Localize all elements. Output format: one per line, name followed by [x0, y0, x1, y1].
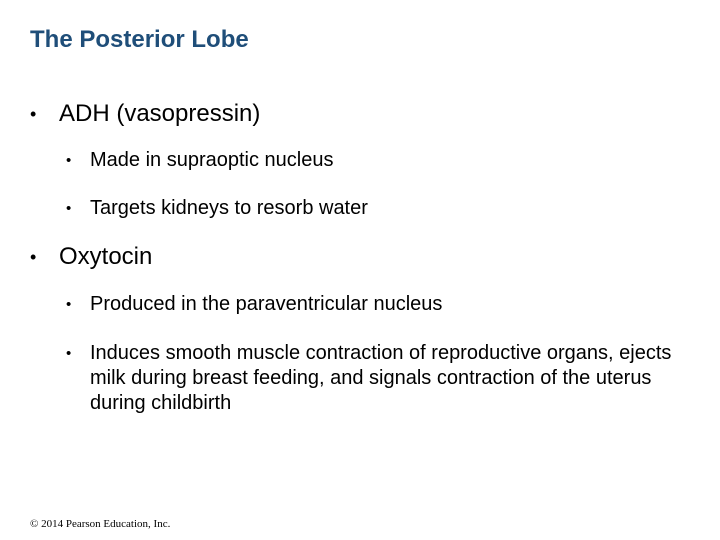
- sub-bullet-item: [66, 196, 676, 221]
- bullet-icon: •: [66, 152, 72, 169]
- sub-bullet-item: [66, 341, 676, 416]
- bullet-icon: •: [30, 247, 37, 267]
- sub-bullet-item: [66, 292, 676, 317]
- bullet-text: ADH (vasopressin): [59, 100, 261, 127]
- sub-bullet-text: Targets kidneys to resorb water: [90, 197, 368, 219]
- copyright-notice: © 2014 Pearson Education, Inc.: [30, 518, 171, 530]
- bullet-item-oxytocin: [30, 243, 152, 271]
- bullet-item-adh: [30, 100, 260, 128]
- slide-title: The Posterior Lobe: [30, 26, 249, 53]
- sub-bullet-text: Induces smooth muscle contraction of reproductive organs, ejects milk during breast feeding, and signals contraction of the uterus during childbirth: [90, 342, 672, 414]
- bullet-text: Oxytocin: [59, 243, 153, 270]
- bullet-icon: •: [66, 345, 72, 362]
- bullet-icon: •: [66, 200, 72, 217]
- bullet-icon: •: [30, 104, 37, 124]
- sub-bullet-text: Produced in the paraventricular nucleus: [90, 293, 443, 315]
- sub-bullet-item: [66, 148, 676, 173]
- sub-bullet-text: Made in supraoptic nucleus: [90, 149, 334, 171]
- bullet-icon: •: [66, 296, 72, 313]
